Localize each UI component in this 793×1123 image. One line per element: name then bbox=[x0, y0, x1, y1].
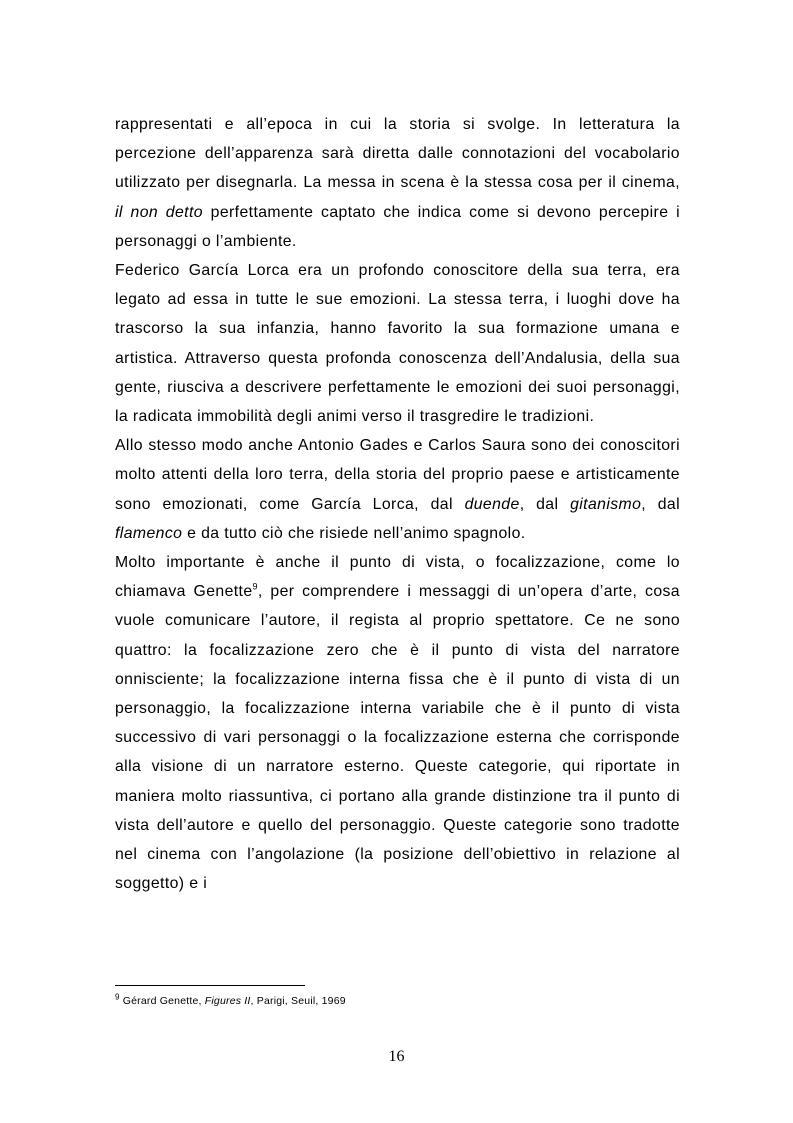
paragraph bbox=[115, 256, 680, 431]
text-span: perfettamente captato che indica come si devono percepire i personaggi o l’ambiente. bbox=[115, 203, 680, 250]
footnote-publication: , Parigi, Seuil, 1969 bbox=[250, 995, 346, 1007]
text-span: Molto importante è anche il punto di vista, o focalizzazione, come lo chiamava Genette bbox=[115, 554, 680, 601]
footnote bbox=[115, 994, 680, 1008]
page-number: 16 bbox=[388, 1048, 405, 1065]
paragraph bbox=[115, 548, 680, 898]
footnote-title: Figures II bbox=[204, 995, 251, 1007]
italic-term: duende bbox=[464, 495, 520, 513]
body-text bbox=[115, 110, 680, 898]
paragraph bbox=[115, 431, 680, 548]
footnote-marker: 9 bbox=[115, 992, 120, 1002]
text-span: Allo stesso modo anche Antonio Gades e Carlos Saura sono dei conoscitori molto attenti della loro terra, della storia del proprio paese e artisticamente sono emozionati, come García Lorca, dal bbox=[115, 437, 680, 513]
text-span: , dal bbox=[519, 495, 571, 513]
footnote-author: Gérard Genette, bbox=[119, 995, 205, 1007]
paragraph bbox=[115, 110, 680, 256]
text-span: e da tutto ciò che risiede nell’animo spagnolo. bbox=[182, 524, 526, 542]
italic-term: gitanismo bbox=[570, 495, 642, 513]
text-span: , dal bbox=[641, 495, 681, 513]
italic-term: flamenco bbox=[115, 524, 183, 542]
text-span: rappresentati e all’epoca in cui la storia si svolge. In letteratura la percezione dell’apparenza sarà diretta dalle connotazioni del vocabolario utilizzato per disegnarla. La messa in scena è la stessa cosa per il cinema, bbox=[115, 116, 680, 192]
footnote-divider bbox=[115, 985, 305, 986]
text-span: Federico García Lorca era un profondo conoscitore della sua terra, era legato ad essa in tutte le sue emozioni. La stessa terra, i luoghi dove ha trascorso la sua infanzia, hanno favorito la sua formazione umana e artistica. Attraverso questa profonda conoscenza dell’Andalusia, della sua gente, riusciva a descrivere perfettamente le emozioni dei suoi personaggi, la radicata immobilità degli animi verso il trasgredire le tradizioni. bbox=[115, 262, 680, 426]
italic-phrase: il non detto bbox=[115, 203, 203, 221]
text-span: , per comprendere i messaggi di un’opera d’arte, cosa vuole comunicare l’autore, il regista al proprio spettatore. Ce ne sono quattro: la focalizzazione zero che è il punto di vista del narratore onnisciente; la focalizzazione interna fissa che è il punto di vista di un personaggio, la focalizzazione interna variabile che è il punto di vista successivo di vari personaggi o la focalizzazione esterna che corrisponde alla visione di un narratore esterno. Queste categorie, qui riportate in maniera molto riassuntiva, ci portano alla grande distinzione tra il punto di vista dell’autore e quello del personaggio. Queste categorie sono tradotte nel cinema con l’angolazione (la posizione dell’obiettivo in relazione al soggetto) e i bbox=[115, 583, 680, 893]
footnote-reference[interactable]: 9 bbox=[252, 581, 258, 592]
